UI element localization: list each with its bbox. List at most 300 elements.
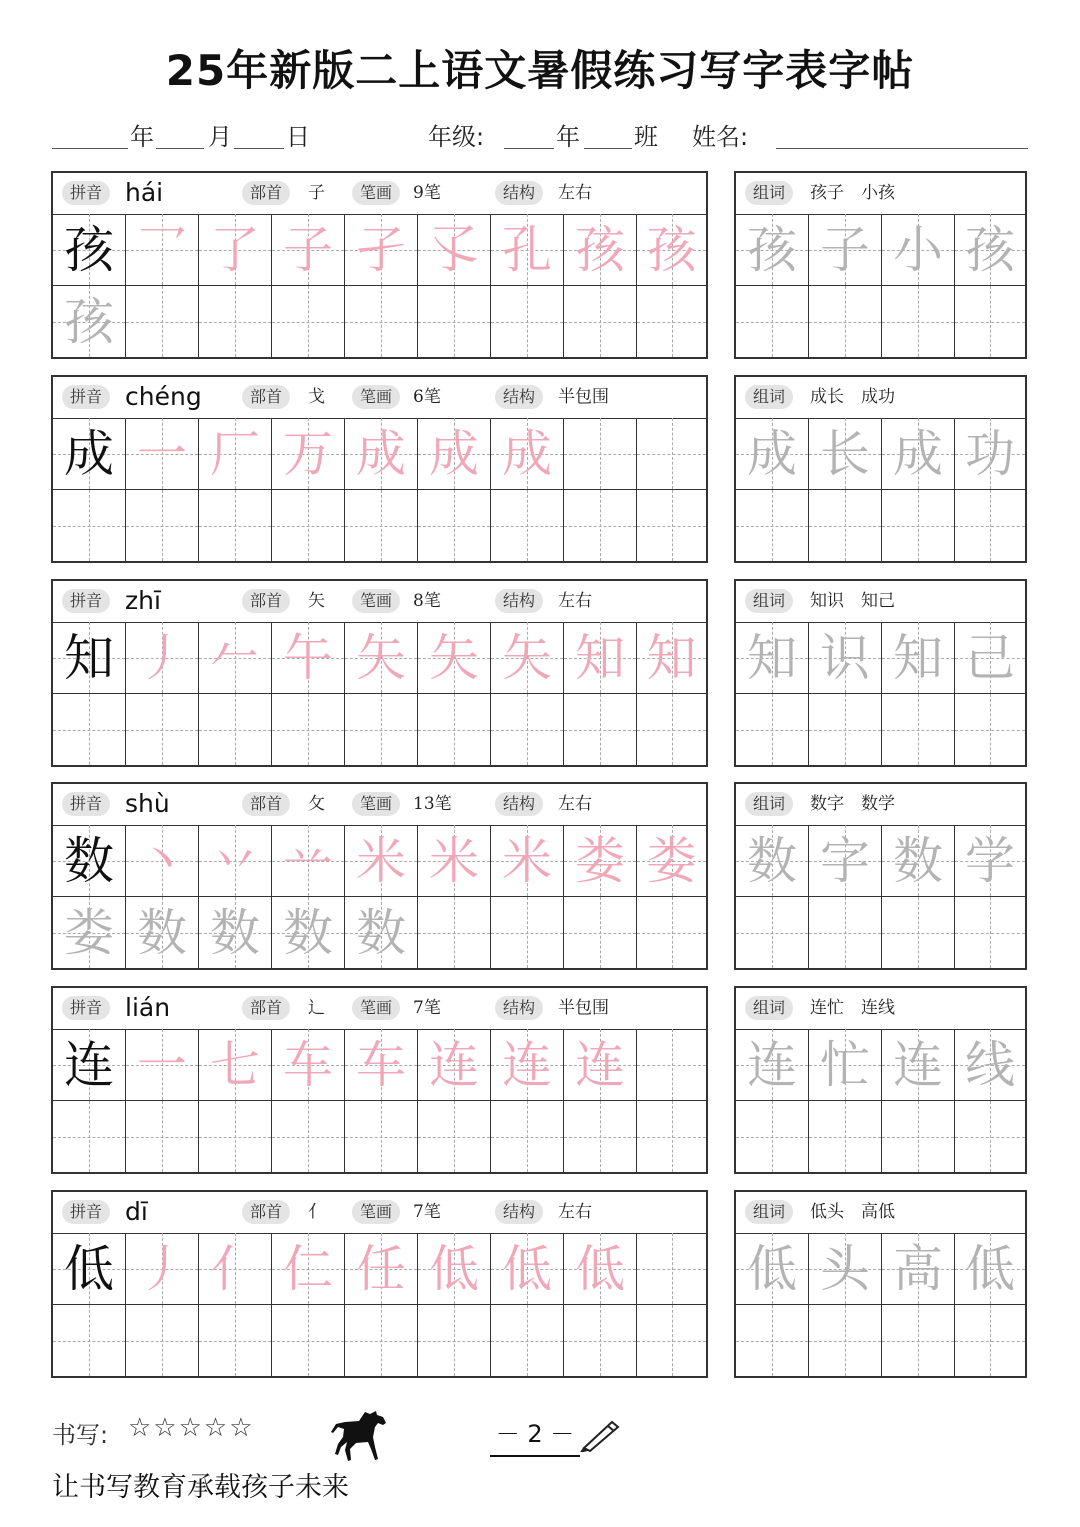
month-label: 月 — [208, 123, 232, 151]
writing-cell[interactable] — [809, 490, 882, 561]
word-trace-character: 线 — [965, 1036, 1015, 1094]
writing-cell[interactable] — [272, 214, 345, 286]
guide-line — [454, 286, 455, 357]
guide-line — [381, 286, 382, 357]
writing-cell[interactable] — [637, 1101, 706, 1172]
writing-cell[interactable] — [126, 286, 199, 357]
writing-cell[interactable] — [736, 1101, 809, 1172]
writing-cell[interactable] — [491, 897, 564, 968]
word-trace-character: 知 — [893, 629, 943, 687]
tianzige-grid — [53, 1233, 706, 1376]
writing-cell[interactable] — [345, 897, 418, 968]
character-info-header — [53, 377, 706, 419]
writing-cell[interactable] — [53, 1305, 126, 1376]
stroke-order-step: 子 — [283, 221, 333, 279]
writing-cell[interactable] — [637, 1305, 706, 1376]
structure-value: 半包围 — [558, 387, 609, 407]
writing-cell[interactable] — [736, 1233, 809, 1305]
strokes-label: 笔画 — [352, 385, 400, 409]
stroke-order-step: 乛 — [137, 221, 187, 279]
words-value: 孩子 小孩 — [810, 183, 895, 203]
stroke-order-step: 知 — [646, 629, 697, 687]
writing-cell[interactable] — [564, 694, 637, 765]
grade-year-blank[interactable] — [504, 148, 554, 149]
radical-label: 部首 — [242, 1200, 290, 1224]
writing-cell[interactable] — [491, 694, 564, 765]
stroke-order-step: 娄 — [575, 832, 625, 890]
writing-cell[interactable] — [272, 1233, 345, 1305]
strokes-label: 笔画 — [352, 792, 400, 816]
strokes-label: 笔画 — [352, 181, 400, 205]
writing-cell[interactable] — [955, 1101, 1025, 1172]
stroke-order-step: 连 — [502, 1036, 552, 1094]
words-value: 连忙 连线 — [810, 998, 895, 1018]
writing-cell[interactable] — [418, 1101, 491, 1172]
stroke-order-step: 矢 — [356, 629, 406, 687]
character-practice-box — [51, 171, 708, 359]
stroke-order-step: 丷 — [210, 832, 260, 890]
writing-cell[interactable] — [126, 897, 199, 968]
writing-cell[interactable] — [809, 418, 882, 490]
words-header — [736, 1192, 1025, 1234]
writing-cell[interactable] — [345, 418, 418, 490]
character-block — [51, 375, 1027, 563]
writing-cell[interactable] — [491, 1029, 564, 1101]
character-block — [51, 579, 1027, 767]
writing-cell[interactable] — [199, 825, 272, 897]
guide-line — [845, 694, 846, 765]
stroke-order-step: 孑 — [356, 221, 406, 279]
writing-cell[interactable] — [272, 825, 345, 897]
writing-cell[interactable] — [491, 214, 564, 286]
name-label: 姓名: — [692, 123, 749, 151]
guide-line — [381, 1101, 382, 1172]
words-header — [736, 377, 1025, 419]
writing-cell[interactable] — [809, 1029, 882, 1101]
model-character: 连 — [64, 1036, 114, 1094]
writing-cell[interactable] — [809, 825, 882, 897]
word-grid — [736, 1029, 1025, 1172]
writing-cell[interactable] — [272, 622, 345, 694]
pinyin-label: 拼音 — [62, 996, 110, 1020]
writing-cell[interactable] — [345, 622, 418, 694]
stroke-order-step: 娄 — [646, 832, 697, 890]
word-practice-box — [734, 782, 1027, 970]
writing-cell[interactable] — [736, 418, 809, 490]
writing-cell[interactable] — [955, 622, 1025, 694]
writing-cell[interactable] — [199, 1233, 272, 1305]
stroke-order-step: 孩 — [646, 221, 697, 279]
writing-cell[interactable] — [564, 825, 637, 897]
writing-cell[interactable] — [882, 897, 955, 968]
writing-cell[interactable] — [882, 214, 955, 286]
writing-cell[interactable] — [564, 1233, 637, 1305]
guide-line — [527, 490, 528, 561]
writing-cell[interactable] — [882, 1305, 955, 1376]
tianzige-grid — [53, 1029, 706, 1172]
writing-cell[interactable] — [199, 286, 272, 357]
guide-line — [308, 286, 309, 357]
guide-line — [990, 897, 991, 968]
stroke-order-step: 午 — [283, 629, 333, 687]
writing-cell[interactable] — [809, 622, 882, 694]
word-practice-box — [734, 375, 1027, 563]
writing-cell[interactable] — [736, 214, 809, 286]
writing-cell[interactable] — [126, 1029, 199, 1101]
writing-cell[interactable] — [637, 490, 706, 561]
writing-cell[interactable] — [345, 694, 418, 765]
pinyin-label: 拼音 — [62, 385, 110, 409]
pinyin-value: lián — [125, 993, 171, 1022]
writing-cell[interactable] — [809, 1305, 882, 1376]
words-value: 数字 数学 — [810, 794, 895, 814]
writing-cell[interactable] — [882, 825, 955, 897]
writing-cell[interactable] — [491, 490, 564, 561]
writing-cell[interactable] — [882, 490, 955, 561]
guide-line — [454, 897, 455, 968]
guide-line — [235, 1101, 236, 1172]
stroke-order-step: 七 — [210, 1036, 260, 1094]
writing-cell[interactable] — [809, 694, 882, 765]
character-info-header — [53, 581, 706, 623]
guide-line — [772, 1101, 773, 1172]
writing-cell[interactable] — [418, 694, 491, 765]
student-info-row — [52, 118, 1028, 158]
writing-cell[interactable] — [53, 825, 126, 897]
tianzige-grid — [53, 418, 706, 561]
year-label: 年 — [130, 123, 154, 151]
writing-cell[interactable] — [126, 214, 199, 286]
writing-cell[interactable] — [955, 1305, 1025, 1376]
character-practice-box — [51, 579, 708, 767]
writing-cell[interactable] — [53, 490, 126, 561]
writing-cell[interactable] — [199, 622, 272, 694]
writing-cell[interactable] — [345, 1029, 418, 1101]
writing-cell[interactable] — [882, 1029, 955, 1101]
grade-label: 年级: — [428, 123, 485, 151]
structure-label: 结构 — [495, 385, 543, 409]
name-blank[interactable] — [776, 148, 1028, 149]
character-practice-box — [51, 986, 708, 1174]
words-value: 成长 成功 — [810, 387, 895, 407]
page-title: 25年新版二上语文暑假练习写字表字帖 — [165, 46, 915, 95]
writing-cell[interactable] — [418, 622, 491, 694]
writing-cell[interactable] — [736, 1029, 809, 1101]
writing-cell[interactable] — [736, 897, 809, 968]
writing-cell[interactable] — [53, 897, 126, 968]
radical-value: 矢 — [308, 591, 325, 611]
writing-cell[interactable] — [564, 1029, 637, 1101]
guide-line — [235, 490, 236, 561]
strokes-label: 笔画 — [352, 589, 400, 613]
structure-value: 左右 — [558, 1202, 592, 1222]
writing-cell[interactable] — [418, 286, 491, 357]
page-number: － 2 － — [490, 1414, 580, 1457]
words-label: 组词 — [745, 181, 793, 205]
writing-cell[interactable] — [809, 1101, 882, 1172]
stroke-order-step: 丿 — [137, 629, 187, 687]
writing-cell[interactable] — [199, 1101, 272, 1172]
words-value: 低头 高低 — [810, 1202, 895, 1222]
guide-line — [990, 286, 991, 357]
guide-line — [235, 1305, 236, 1376]
writing-cell[interactable] — [882, 286, 955, 357]
guide-line — [381, 1305, 382, 1376]
writing-cell[interactable] — [126, 622, 199, 694]
guide-line — [527, 694, 528, 765]
writing-cell[interactable] — [199, 490, 272, 561]
word-trace-character: 忙 — [820, 1036, 870, 1094]
structure-label: 结构 — [495, 792, 543, 816]
writing-cell[interactable] — [637, 286, 706, 357]
writing-cell[interactable] — [199, 418, 272, 490]
guide-line — [918, 897, 919, 968]
writing-cell[interactable] — [272, 286, 345, 357]
character-block — [51, 782, 1027, 970]
writing-cell[interactable] — [736, 1305, 809, 1376]
writing-cell[interactable] — [272, 1305, 345, 1376]
writing-cell[interactable] — [418, 897, 491, 968]
writing-cell[interactable] — [955, 1029, 1025, 1101]
stroke-order-step: 亻 — [210, 1240, 260, 1298]
guide-line — [845, 1305, 846, 1376]
writing-cell[interactable] — [53, 1101, 126, 1172]
writing-cell[interactable] — [272, 897, 345, 968]
writing-cell[interactable] — [491, 1101, 564, 1172]
writing-cell[interactable] — [736, 825, 809, 897]
writing-cell[interactable] — [418, 490, 491, 561]
word-practice-box — [734, 986, 1027, 1174]
trace-character: 数 — [210, 904, 260, 962]
writing-cell[interactable] — [345, 490, 418, 561]
stroke-order-step: 丿 — [137, 1240, 187, 1298]
writing-cell[interactable] — [637, 622, 706, 694]
writing-cell[interactable] — [53, 418, 126, 490]
writing-cell[interactable] — [882, 622, 955, 694]
writing-cell[interactable] — [637, 694, 706, 765]
writing-cell[interactable] — [637, 897, 706, 968]
guide-line — [89, 1305, 90, 1376]
guide-line — [454, 490, 455, 561]
writing-cell[interactable] — [272, 694, 345, 765]
character-practice-box — [51, 782, 708, 970]
guide-line — [308, 490, 309, 561]
writing-cell[interactable] — [418, 418, 491, 490]
writing-cell[interactable] — [126, 418, 199, 490]
writing-cell[interactable] — [199, 1029, 272, 1101]
writing-cell[interactable] — [637, 1029, 706, 1101]
writing-cell[interactable] — [809, 1233, 882, 1305]
writing-cell[interactable] — [736, 694, 809, 765]
writing-cell[interactable] — [272, 1029, 345, 1101]
words-label: 组词 — [745, 385, 793, 409]
writing-cell[interactable] — [126, 825, 199, 897]
guide-line — [672, 1305, 673, 1376]
writing-cell[interactable] — [882, 1233, 955, 1305]
model-character: 数 — [64, 832, 114, 890]
pinyin-label: 拼音 — [62, 181, 110, 205]
guide-line — [772, 694, 773, 765]
writing-cell[interactable] — [199, 1305, 272, 1376]
writing-cell[interactable] — [345, 1233, 418, 1305]
writing-cell[interactable] — [955, 694, 1025, 765]
pinyin-value: zhī — [125, 586, 161, 615]
writing-cell[interactable] — [637, 1233, 706, 1305]
word-trace-character: 低 — [965, 1240, 1015, 1298]
guide-line — [162, 286, 163, 357]
writing-cell[interactable] — [882, 694, 955, 765]
rating-stars[interactable]: ☆☆☆☆☆ — [128, 1413, 255, 1443]
writing-cell[interactable] — [199, 694, 272, 765]
writing-cell[interactable] — [564, 214, 637, 286]
writing-cell[interactable] — [418, 214, 491, 286]
writing-cell[interactable] — [564, 490, 637, 561]
writing-cell[interactable] — [418, 1233, 491, 1305]
guide-line — [918, 1305, 919, 1376]
writing-cell[interactable] — [564, 1101, 637, 1172]
writing-cell[interactable] — [491, 1233, 564, 1305]
guide-line — [235, 286, 236, 357]
writing-cell[interactable] — [736, 286, 809, 357]
writing-cell[interactable] — [272, 418, 345, 490]
word-trace-character: 连 — [747, 1036, 797, 1094]
writing-cell[interactable] — [491, 622, 564, 694]
guide-line — [600, 694, 601, 765]
writing-cell[interactable] — [199, 897, 272, 968]
day-blank[interactable] — [234, 148, 284, 149]
structure-value: 左右 — [558, 591, 592, 611]
radical-value: 辶 — [308, 998, 325, 1018]
stroke-order-step: 米 — [356, 832, 406, 890]
guide-line — [672, 694, 673, 765]
word-trace-character: 头 — [820, 1240, 870, 1298]
writing-cell[interactable] — [955, 490, 1025, 561]
writing-cell[interactable] — [491, 286, 564, 357]
writing-cell[interactable] — [345, 214, 418, 286]
strokes-value: 7笔 — [413, 1202, 441, 1222]
writing-cell[interactable] — [126, 1305, 199, 1376]
writing-cell[interactable] — [53, 1233, 126, 1305]
stroke-order-step: 米 — [429, 832, 479, 890]
structure-value: 半包围 — [558, 998, 609, 1018]
writing-cell[interactable] — [955, 418, 1025, 490]
words-header — [736, 581, 1025, 623]
stroke-order-step: 连 — [429, 1036, 479, 1094]
radical-value: 子 — [308, 183, 325, 203]
guide-line — [600, 1101, 601, 1172]
writing-cell[interactable] — [637, 214, 706, 286]
writing-cell[interactable] — [345, 1101, 418, 1172]
guide-line — [527, 897, 528, 968]
guide-line — [162, 1101, 163, 1172]
writing-cell[interactable] — [955, 1233, 1025, 1305]
writing-cell[interactable] — [53, 622, 126, 694]
writing-cell[interactable] — [272, 1101, 345, 1172]
month-blank[interactable] — [156, 148, 204, 149]
word-grid — [736, 825, 1025, 968]
writing-cell[interactable] — [637, 418, 706, 490]
writing-cell[interactable] — [564, 418, 637, 490]
writing-cell[interactable] — [637, 825, 706, 897]
writing-cell[interactable] — [491, 418, 564, 490]
writing-cell[interactable] — [53, 214, 126, 286]
writing-cell[interactable] — [345, 1305, 418, 1376]
writing-cell[interactable] — [53, 1029, 126, 1101]
guide-line — [990, 1101, 991, 1172]
structure-label: 结构 — [495, 181, 543, 205]
writing-cell[interactable] — [53, 694, 126, 765]
writing-cell[interactable] — [418, 1305, 491, 1376]
writing-cell[interactable] — [955, 897, 1025, 968]
writing-cell[interactable] — [564, 1305, 637, 1376]
radical-value: 亻 — [308, 1202, 325, 1222]
writing-cell[interactable] — [564, 897, 637, 968]
guide-line — [672, 418, 673, 489]
stroke-order-step: 成 — [429, 425, 479, 483]
writing-cell[interactable] — [491, 825, 564, 897]
writing-cell[interactable] — [882, 1101, 955, 1172]
writing-cell[interactable] — [955, 286, 1025, 357]
writing-cell[interactable] — [736, 622, 809, 694]
guide-line — [89, 1101, 90, 1172]
writing-cell[interactable] — [272, 490, 345, 561]
stroke-order-step: 仁 — [283, 1240, 333, 1298]
stroke-order-step: 万 — [283, 425, 333, 483]
writing-cell[interactable] — [126, 694, 199, 765]
word-trace-character: 孩 — [747, 221, 797, 279]
writing-cell[interactable] — [955, 214, 1025, 286]
writing-cell[interactable] — [53, 286, 126, 357]
guide-line — [454, 1305, 455, 1376]
writing-cell[interactable] — [564, 622, 637, 694]
guide-line — [772, 897, 773, 968]
writing-cell[interactable] — [418, 1029, 491, 1101]
stroke-order-step: 䒑 — [283, 832, 333, 890]
guide-line — [308, 1101, 309, 1172]
writing-cell[interactable] — [345, 825, 418, 897]
guide-line — [672, 1101, 673, 1172]
guide-line — [381, 490, 382, 561]
guide-line — [600, 418, 601, 489]
writing-cell[interactable] — [418, 825, 491, 897]
strokes-value: 8笔 — [413, 591, 441, 611]
writing-cell[interactable] — [809, 286, 882, 357]
writing-cell[interactable] — [736, 490, 809, 561]
writing-cell[interactable] — [882, 418, 955, 490]
stroke-order-step: 孔 — [502, 221, 552, 279]
word-trace-character: 长 — [820, 425, 870, 483]
guide-line — [672, 897, 673, 968]
guide-line — [772, 286, 773, 357]
guide-line — [845, 1101, 846, 1172]
year-blank[interactable] — [52, 148, 128, 149]
writing-cell[interactable] — [955, 825, 1025, 897]
guide-line — [600, 1305, 601, 1376]
writing-cell[interactable] — [809, 897, 882, 968]
writing-cell[interactable] — [199, 214, 272, 286]
writing-cell[interactable] — [126, 1101, 199, 1172]
grade-class-blank[interactable] — [584, 148, 632, 149]
writing-cell[interactable] — [345, 286, 418, 357]
writing-cell[interactable] — [809, 214, 882, 286]
writing-cell[interactable] — [126, 1233, 199, 1305]
writing-cell[interactable] — [564, 286, 637, 357]
writing-cell[interactable] — [126, 490, 199, 561]
model-character: 低 — [64, 1240, 114, 1298]
writing-cell[interactable] — [491, 1305, 564, 1376]
word-trace-character: 数 — [893, 832, 943, 890]
stroke-order-step: 了 — [210, 221, 260, 279]
